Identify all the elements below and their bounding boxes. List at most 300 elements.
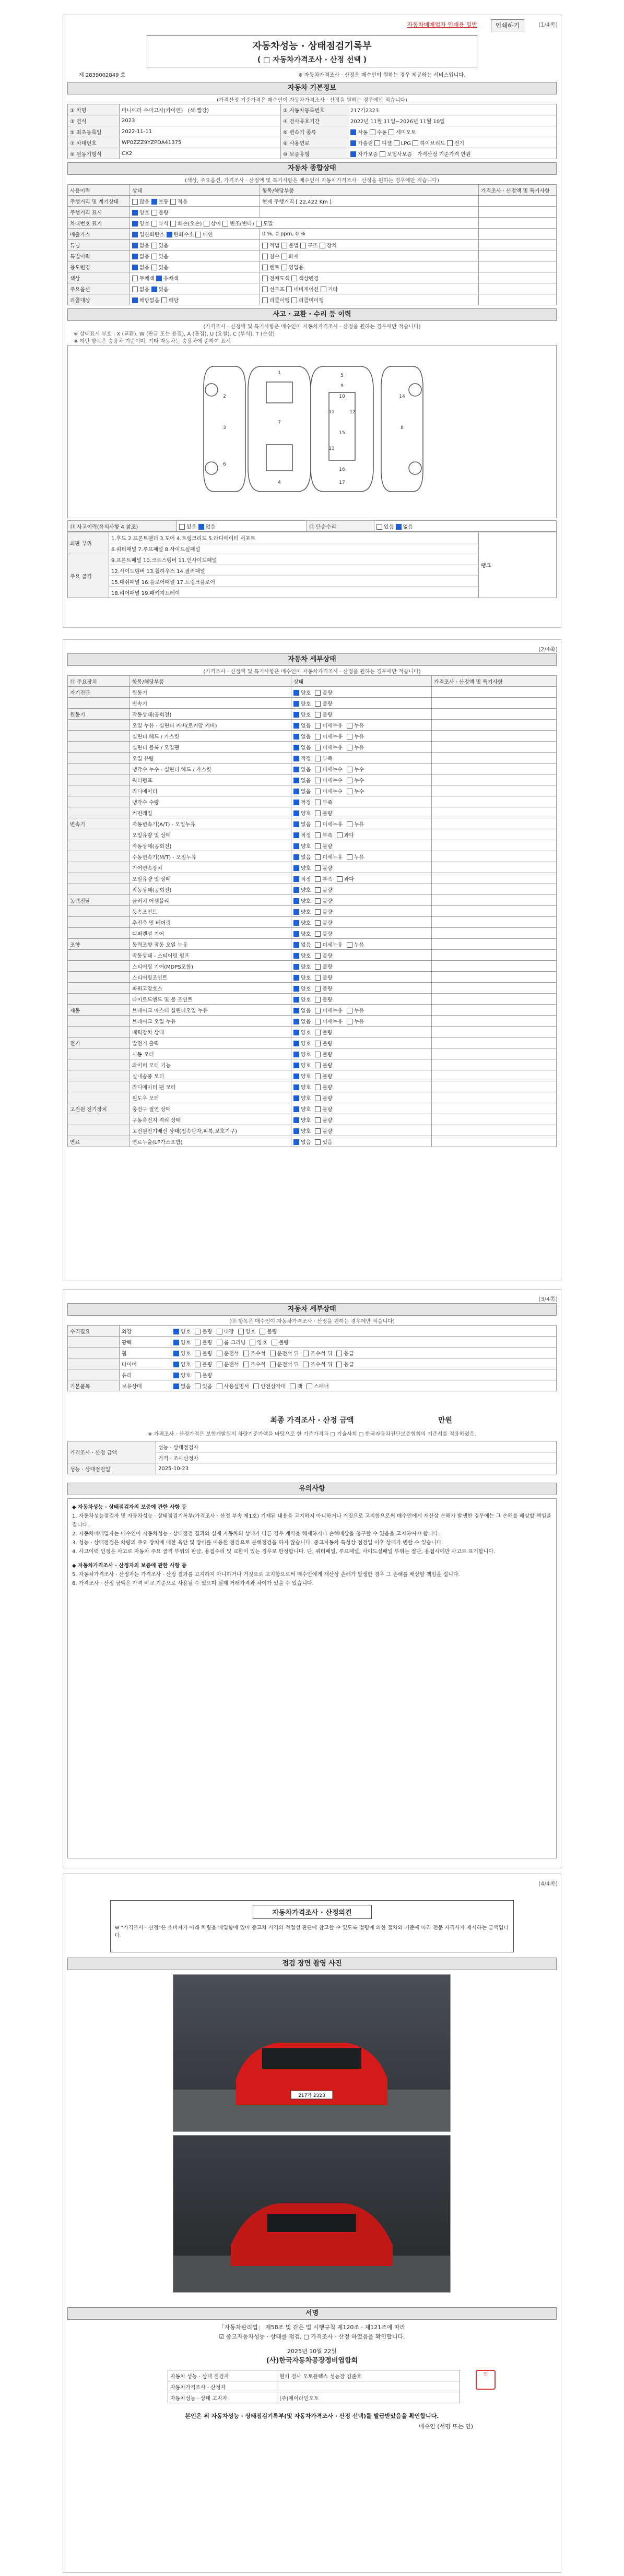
status-checkbox[interactable] [293, 953, 299, 959]
status-checkbox[interactable] [347, 778, 352, 783]
status-checkbox[interactable] [315, 898, 321, 904]
page-2 [63, 639, 561, 1281]
status-checkbox[interactable] [293, 1052, 299, 1057]
status-checkbox[interactable] [315, 756, 321, 761]
status-checkbox[interactable] [217, 1329, 222, 1334]
table-row: 시동 모터 양호 불량 [68, 1048, 557, 1059]
buyer-confirm: 본인은 위 자동차성능 · 상태점검기록부(및 자동차가격조사 · 산정 선택)를 발급받았음을 확인합니다. [185, 2413, 439, 2419]
status-checkbox[interactable] [195, 1351, 201, 1356]
status-checkbox[interactable] [337, 876, 343, 882]
status-checkbox[interactable] [347, 745, 352, 750]
status-checkbox[interactable] [293, 1041, 299, 1046]
status-checkbox[interactable] [173, 1373, 179, 1378]
table-row: 주행거리 표시 양호 불량 [68, 207, 557, 218]
status-checkbox[interactable] [315, 1063, 321, 1068]
status-checkbox[interactable] [315, 767, 321, 772]
table-row: 배출가스 일산화탄소 탄화수소 매연 0 %, 0 ppm, 0 % [68, 229, 557, 240]
status-checkbox[interactable] [315, 997, 321, 1003]
status-checkbox[interactable] [217, 1340, 222, 1345]
status-checkbox[interactable] [315, 712, 321, 718]
status-checkbox[interactable] [315, 832, 321, 838]
status-checkbox[interactable] [293, 887, 299, 893]
notice-body: ◆ 자동차성능 · 상태점검자의 보증에 관한 사항 등 1. 자동차성능점검자 및 자동차성능 · 상태점검기록부(가격조사 · 산정 부속 제1호) 기재된 내용을 고지하지 아니하거나 거짓으로 고지함으로써 매수인에게 재산상 손해가 발생한 경우에는 그 손해를 배상할 책임을 집니다. 2. 자동차매매업자는 매수인이 자동차성능 · 상태점검 결과와 실제 자동차의 상태가 다른 경우 계약을 해제하거나 손해배상을 청구할 수 있음을 고지하여야 합니다. 3. 성능 · 상태점검은 차량의 주요 장치에 대한 육안 및 장비를 이용한 점검으로 분해점검을 하지 않습니다. 중고자동차 특성상 점검일 이후 상태가 변할 수 있습니다. 4. 사고이력 인정은 사고로 자동차 주요 골격 부위의 판금, 용접수리 및 교환이 있는 경우로 한정합니다. 단, 쿼터패널, 루프패널, 사이드실패널 부위는 절단, 용접시에만 사고로 표기합니다. ◆ 자동차가격조사 · 산정자의 보증에 관한 사항 등 5. 자동차가격조사 · 산정자는 가격조사 · 산정 결과를 고지하지 아니하거나 거짓으로 고지함으로써 매수인에게 재산상 손해가 발생한 경우 그 손해를 배상할 책임을 집니다. 6. 가격조사 · 산정 금액은 가격 비교 기준으로 사용될 수 있으며 실제 거래가격과 차이가 있을 수 있습니다. [67, 1498, 557, 1858]
table-row: 18.리어패널 19.패키지트레이 [68, 587, 557, 598]
status-checkbox[interactable] [315, 789, 321, 794]
table-row: 작동상태(공회전) 양호 불량 [68, 840, 557, 851]
checkbox-good[interactable] [132, 210, 138, 216]
detail2-table [67, 1325, 557, 1391]
car-part-number: 16 [339, 467, 345, 472]
table-row: 기어변속장치 양호 불량 [68, 862, 557, 873]
car-part-number: 4 [278, 480, 281, 485]
license-plate: 217가 2323 [298, 2093, 325, 2098]
table-row: 워터펌프 없음 미세누수 누수 [68, 774, 557, 785]
inspection-photo-front [173, 1974, 451, 2132]
status-checkbox[interactable] [293, 821, 299, 827]
price-table [67, 1441, 557, 1474]
status-checkbox[interactable] [315, 1019, 321, 1024]
status-checkbox[interactable] [173, 1362, 179, 1367]
checkbox-smoke[interactable] [195, 232, 201, 237]
status-checkbox[interactable] [293, 931, 299, 937]
checkbox-many[interactable] [132, 199, 138, 205]
table-row: 고전원 전기장치 충전구 절연 상태 양호 불량 [68, 1103, 557, 1114]
table-row: 가격조사 · 산정 금액 성능 · 상태점검자 [68, 1441, 557, 1452]
status-checkbox[interactable] [347, 723, 352, 729]
status-checkbox[interactable] [347, 854, 352, 860]
car-part-number: 6 [223, 462, 226, 467]
status-checkbox[interactable] [293, 975, 299, 981]
car-part-number: 7 [278, 420, 281, 425]
checkbox-none[interactable] [132, 287, 138, 292]
official-stamp: 인 [476, 2370, 496, 2390]
section-summary-title: 자동차 종합상태 [67, 162, 557, 175]
table-row: 윈도우 모터 양호 불량 [68, 1092, 557, 1103]
status-checkbox[interactable] [270, 1362, 276, 1367]
table-row: 배력장치 상태 양호 불량 [68, 1027, 557, 1037]
document-number-note: ※ 자동차가격조사 · 산정은 매수인이 원하는 경우 제공하는 서비스입니다. [298, 73, 466, 78]
document-number: 제 2839002849 호 [79, 73, 126, 78]
status-checkbox[interactable] [347, 767, 352, 772]
checkbox-electric[interactable] [447, 140, 453, 146]
status-checkbox[interactable] [315, 986, 321, 992]
checkbox-yes[interactable] [151, 265, 157, 270]
status-checkbox[interactable] [303, 1362, 309, 1367]
status-checkbox[interactable] [173, 1329, 179, 1334]
status-checkbox[interactable] [347, 1019, 352, 1024]
car-diagram-panel [67, 345, 557, 518]
document-number-row [63, 69, 561, 79]
status-checkbox[interactable] [293, 843, 299, 849]
table-header-row: 사용이력 상태 항목/해당부품 가격조사 · 산정액 및 특기사항 [68, 185, 557, 196]
checkbox-accident-yes[interactable] [179, 524, 185, 530]
status-checkbox[interactable] [293, 1084, 299, 1090]
section-summary-note: (색상, 주요옵션, 가격조사 · 산정액 및 특기사항은 매수인이 자동차가격조사 · 산정을 원하는 경우에만 적습니다) [185, 178, 439, 184]
status-checkbox[interactable] [293, 854, 299, 860]
status-checkbox[interactable] [195, 1362, 201, 1367]
status-checkbox[interactable] [347, 821, 352, 827]
table-row: 6.쿼터패널 7.루프패널 8.사이드실패널 [68, 543, 557, 554]
table-row: 조향 동력조향 작동 오일 누유 없음 미세누유 누유 [68, 939, 557, 950]
status-checkbox[interactable] [347, 942, 352, 948]
status-checkbox[interactable] [293, 1074, 299, 1079]
status-checkbox[interactable] [293, 810, 299, 816]
checkbox-chromatic[interactable] [156, 276, 162, 281]
page-number: (2/4쪽) [538, 646, 558, 653]
checkbox-option[interactable] [321, 287, 326, 292]
status-checkbox[interactable] [217, 1384, 222, 1389]
status-checkbox[interactable] [315, 964, 321, 970]
table-row: 타이어 양호 불량 운전석 조수석 운전석 뒤 조수석 뒤 응급 [68, 1358, 557, 1369]
table-row: 용도변경 없음 있음 렌트 영업용 [68, 261, 557, 272]
section-accident-note: (가격조사 · 산정액 및 특기사항은 매수인이 자동차가격조사 · 산정을 원하는 경우에만 적습니다) [203, 324, 421, 330]
car-part-number: 2 [223, 394, 226, 399]
status-checkbox[interactable] [217, 1351, 222, 1356]
table-row: 제동 브레이크 마스터 실린더오일 누유 없음 미세누유 누유 [68, 1005, 557, 1016]
page-number: (4/4쪽) [538, 1880, 558, 1887]
section-accident-title: 사고 · 교환 · 수리 등 이력 [67, 308, 557, 321]
opinion-box: 자동차가격조사 · 산정의견 ※ "가격조사 · 산정"은 소비자가 아래 차량을 매입함에 있어 중고차 가격의 적절성 판단에 참고할 수 있도록 법령에 의한 절차와 기준에 따라 전문 자격사가 제시하는 금액입니다. [110, 1900, 514, 1952]
status-checkbox[interactable] [315, 1030, 321, 1035]
status-checkbox[interactable] [315, 942, 321, 948]
price-title: 최종 가격조사 · 산정 금액 만원 [270, 1416, 452, 1425]
status-checkbox[interactable] [217, 1362, 222, 1367]
status-checkbox[interactable] [293, 909, 299, 915]
table-row: 변속기 자동변속기(A/T) - 오일누유 없음 미세누유 누유 [68, 818, 557, 829]
status-checkbox[interactable] [270, 1351, 276, 1356]
status-checkbox[interactable] [195, 1340, 201, 1345]
status-checkbox[interactable] [293, 1008, 299, 1013]
table-row: 수동변속기(M/T) - 오일누유 없음 미세누유 누유 [68, 851, 557, 862]
status-checkbox[interactable] [293, 778, 299, 783]
car-part-number: 14 [399, 394, 405, 399]
table-row: 가격 · 조사산정자 [68, 1452, 557, 1463]
status-checkbox[interactable] [347, 789, 352, 794]
checkbox-gasoline[interactable] [350, 140, 356, 146]
status-checkbox[interactable] [293, 997, 299, 1003]
status-checkbox[interactable] [315, 701, 321, 707]
status-checkbox[interactable] [293, 1063, 299, 1068]
table-row: 색상 무채색 유채색 전체도색 색상변경 [68, 272, 557, 283]
status-checkbox[interactable] [293, 800, 299, 805]
table-row: 12.사이드멤버 13.휠하우스 14.필러패널 [68, 565, 557, 576]
checkbox-self-warranty[interactable] [350, 151, 356, 157]
status-checkbox[interactable] [315, 909, 321, 915]
document-title: 자동차성능 · 상태점검기록부 [252, 41, 372, 52]
status-checkbox[interactable] [315, 1041, 321, 1046]
table-row: 냉각수 누수 - 실린더 헤드 / 가스킷 없음 미세누수 누수 [68, 764, 557, 774]
status-checkbox[interactable] [250, 1340, 255, 1345]
status-checkbox[interactable] [307, 1384, 312, 1389]
table-row: 특별이력 없음 있음 침수 화재 [68, 251, 557, 261]
table-row: ⑨ 원동기형식 CX2 ⑩ 보증유형 자가보증 보험사보증 가격산정 기준가격 만원 [68, 148, 557, 159]
checkbox-achromatic[interactable] [132, 276, 138, 281]
status-checkbox[interactable] [315, 876, 321, 882]
checkbox-option[interactable] [291, 297, 297, 303]
status-checkbox[interactable] [315, 1052, 321, 1057]
checkbox-option[interactable] [262, 287, 268, 292]
car-part-number: 5 [340, 373, 344, 378]
car-part-number: 12 [349, 410, 356, 415]
status-checkbox[interactable] [243, 1351, 249, 1356]
table-row: 파워고압호스 양호 불량 [68, 983, 557, 994]
car-diagram [68, 345, 557, 518]
car-top-view [248, 366, 311, 492]
status-checkbox[interactable] [195, 1329, 201, 1334]
checkbox-option[interactable] [262, 297, 268, 303]
checkbox-option[interactable] [262, 243, 268, 248]
status-checkbox[interactable] [337, 832, 343, 838]
status-checkbox[interactable] [336, 1351, 342, 1356]
section-basic-info-note: (가격산정 기준가격은 매수인이 자동차가격조사 · 산정을 원하는 경우에만 적습니다) [217, 98, 407, 103]
status-checkbox[interactable] [293, 876, 299, 882]
checkbox-option[interactable] [151, 221, 157, 226]
status-checkbox[interactable] [315, 690, 321, 696]
table-row: 오일유량 및 상태 적정 부족 과다 [68, 873, 557, 884]
status-checkbox[interactable] [315, 1117, 321, 1123]
status-checkbox[interactable] [315, 734, 321, 740]
table-row: 자동차가격조사 · 산정자 [168, 2381, 460, 2392]
checkbox-yes[interactable] [151, 254, 157, 259]
document-subtitle: ( □ 자동차가격조사 · 산정 선택 ) [257, 56, 367, 64]
status-checkbox[interactable] [315, 821, 321, 827]
checkbox-accident-no[interactable] [198, 524, 204, 530]
checkbox-hybrid[interactable] [413, 140, 418, 146]
checkbox-simple-yes[interactable] [376, 524, 382, 530]
checkbox-option[interactable] [291, 276, 297, 281]
table-row: ① 차명 마니에라 수마고자(카이엔) (색:빨강) ② 자동차등록번호 217가2323 [68, 104, 557, 115]
table-row: ⑦ 차대번호 WP0ZZZ9YZPDA41375 ⑧ 사용연료 가솔린 디젤 LPG 하이브리드 전기 [68, 137, 557, 148]
status-checkbox[interactable] [315, 810, 321, 816]
status-checkbox[interactable] [173, 1340, 179, 1345]
status-checkbox[interactable] [315, 975, 321, 981]
status-checkbox[interactable] [293, 734, 299, 740]
checkbox-option[interactable] [281, 265, 287, 270]
checkbox-option[interactable] [222, 221, 228, 226]
checkbox-option[interactable] [262, 276, 268, 281]
table-row: 자동차성능 · 상태 고지자 (주)에어라인오토 [168, 2392, 460, 2403]
table-row: 추진축 및 베어링 양호 불량 [68, 917, 557, 928]
car-part-number: 13 [328, 446, 335, 451]
status-checkbox[interactable] [315, 953, 321, 959]
status-checkbox[interactable] [293, 701, 299, 707]
status-checkbox[interactable] [315, 931, 321, 937]
status-checkbox[interactable] [260, 1329, 265, 1334]
car-part-number: 10 [339, 394, 345, 399]
checkbox-option[interactable] [281, 254, 287, 259]
checkbox-option[interactable] [320, 243, 325, 248]
status-checkbox[interactable] [315, 1074, 321, 1079]
status-checkbox[interactable] [293, 1139, 299, 1145]
print-mode-link[interactable]: 자동차매매업자 인쇄용 일반 [407, 21, 477, 28]
checkbox-manual[interactable] [370, 129, 375, 135]
basic-info-table [67, 104, 557, 159]
checkbox-insurance-warranty[interactable] [380, 151, 385, 157]
checkbox-none[interactable] [132, 254, 138, 259]
checkbox-option[interactable] [286, 287, 292, 292]
table-row: 전기 발전기 출력 양호 불량 [68, 1037, 557, 1048]
sign-block: 「자동차관리법」 제58조 및 같은 법 시행규칙 제120조 · 제121조에 따라 ☑ 중고자동차성능 · 상태를 점검, □ 가격조사 · 산정 하였음을 확인합니다. 2025년 10월 22일 (사)한국자동차공장정비엽합회 [218, 2324, 406, 2365]
checkbox-simple-no[interactable] [396, 524, 402, 530]
status-checkbox[interactable] [315, 800, 321, 805]
table-row: 광택 양호 불량 룸 크리닝 양호 불량 [68, 1337, 557, 1347]
status-checkbox[interactable] [238, 1329, 244, 1334]
status-checkbox[interactable] [315, 865, 321, 871]
status-checkbox[interactable] [293, 1030, 299, 1035]
status-checkbox[interactable] [253, 1384, 259, 1389]
checkbox-semi[interactable] [388, 129, 394, 135]
status-checkbox[interactable] [243, 1362, 249, 1367]
status-checkbox[interactable] [293, 745, 299, 750]
checkbox-none[interactable] [132, 265, 138, 270]
table-row: 자동차 성능 · 상태 점검자 현키 검사 오토플렉스 성능장 김준호 [168, 2370, 460, 2381]
summary-table [67, 184, 557, 305]
table-row: 커먼레일 양호 불량 [68, 807, 557, 818]
table-row: ③ 연식 2023 ④ 검사유효기간 2022년 11월 11일~2026년 11월 10일 [68, 115, 557, 126]
section-detail-title: 자동차 세부상태 [67, 653, 557, 666]
status-checkbox[interactable] [315, 778, 321, 783]
status-checkbox[interactable] [315, 1106, 321, 1112]
status-checkbox[interactable] [173, 1351, 179, 1356]
page-4 [63, 1874, 561, 2573]
checkbox-auto[interactable] [350, 129, 356, 135]
print-button[interactable]: 인쇄하기 [491, 19, 524, 31]
status-checkbox[interactable] [347, 1008, 352, 1013]
checkbox-yes[interactable] [151, 287, 157, 292]
status-checkbox[interactable] [303, 1351, 309, 1356]
status-checkbox[interactable] [315, 920, 321, 926]
table-row: 실린더 블록 / 오일팬 없음 미세누유 누유 [68, 742, 557, 753]
status-checkbox[interactable] [173, 1384, 179, 1389]
checkbox-co[interactable] [132, 232, 138, 237]
table-row: 타이로드엔드 및 볼 조인트 양호 불량 [68, 994, 557, 1005]
status-checkbox[interactable] [195, 1373, 201, 1378]
status-checkbox[interactable] [293, 865, 299, 871]
status-checkbox[interactable] [293, 767, 299, 772]
status-checkbox[interactable] [293, 1128, 299, 1134]
status-checkbox[interactable] [293, 756, 299, 761]
table-row: 성능 · 상태점검일 2025-10-23 [68, 1463, 557, 1474]
table-row: 주요 골격 9.프론트패널 10.크로스멤버 11.인사이드패널 [68, 554, 557, 565]
status-checkbox[interactable] [315, 1128, 321, 1134]
status-checkbox[interactable] [272, 1340, 277, 1345]
section-detail2-note: (⑭ 항목은 매수인이 자동차가격조사 · 산정을 원하는 경우에만 적습니다) [229, 1319, 395, 1325]
status-checkbox[interactable] [315, 1139, 321, 1145]
parts-table [67, 532, 557, 598]
status-checkbox[interactable] [293, 832, 299, 838]
table-row: 스티어링 기어(MDPS포함) 양호 불량 [68, 961, 557, 972]
status-checkbox[interactable] [315, 1095, 321, 1101]
checkbox-few[interactable] [170, 199, 176, 205]
checkbox-not-applicable[interactable] [132, 297, 138, 303]
section-basic-info-title: 자동차 기본정보 [67, 82, 557, 94]
page-number: (3/4쪽) [538, 1296, 558, 1303]
checkbox-normal[interactable] [151, 199, 157, 205]
checkbox-hc[interactable] [167, 232, 172, 237]
table-row: ⑤ 최초등록일 2022-11-11 ⑥ 변속기 종류 자동 수동 세미오토 [68, 126, 557, 137]
status-checkbox[interactable] [336, 1362, 342, 1367]
checkbox-diesel[interactable] [374, 140, 380, 146]
status-checkbox[interactable] [315, 1084, 321, 1090]
status-checkbox[interactable] [315, 723, 321, 729]
page-number: (1/4쪽) [538, 21, 558, 28]
checkbox-option[interactable] [262, 254, 268, 259]
section-detail2-title: 자동차 세부상태 [67, 1303, 557, 1316]
status-checkbox[interactable] [315, 854, 321, 860]
checkbox-option[interactable] [262, 265, 268, 270]
document-title-box [147, 35, 477, 67]
car-part-number: 11 [328, 410, 335, 415]
page-3 [63, 1289, 561, 1868]
status-checkbox[interactable] [293, 789, 299, 794]
table-row: 튜닝 없음 있음 적법 불법 구조 장치 [68, 240, 557, 251]
section-notice-title: 유의사항 [67, 1483, 557, 1495]
page-1 [63, 15, 561, 628]
table-header-row: ⑬ 주요장치 항목/해당부품 상태 가격조사 · 산정액 및 특기사항 [68, 676, 557, 687]
checkbox-option[interactable] [300, 243, 306, 248]
status-checkbox[interactable] [195, 1384, 201, 1389]
car-part-number: 8 [401, 425, 404, 431]
inspection-photo-rear [173, 2135, 451, 2293]
status-checkbox[interactable] [293, 1117, 299, 1123]
checkbox-good[interactable] [132, 221, 138, 226]
status-checkbox[interactable] [293, 1095, 299, 1101]
signature-table [168, 2370, 460, 2403]
table-row: 주요옵션 없음 있음 선루프 네비게이션 기타 [68, 283, 557, 294]
status-checkbox[interactable] [315, 1008, 321, 1013]
status-checkbox[interactable] [293, 712, 299, 718]
checkbox-none[interactable] [132, 243, 138, 248]
checkbox-bad[interactable] [151, 210, 157, 216]
table-row: 라디에이터 없음 미세누수 누수 [68, 785, 557, 796]
car-part-number: 15 [339, 431, 345, 436]
status-checkbox[interactable] [293, 1106, 299, 1112]
table-row: 수리필요 외장 양호 불량 내장 양호 불량 [68, 1326, 557, 1337]
checkbox-yes[interactable] [151, 243, 157, 248]
checkbox-option[interactable] [204, 221, 209, 226]
table-row: 연료 연료누출(LP가스포함) 없음 있음 [68, 1136, 557, 1147]
status-checkbox[interactable] [293, 898, 299, 904]
status-checkbox[interactable] [293, 723, 299, 729]
status-checkbox[interactable] [315, 745, 321, 750]
status-checkbox[interactable] [293, 986, 299, 992]
table-row: 작동상태 - 스티어링 펌프 양호 불량 [68, 950, 557, 961]
status-checkbox[interactable] [293, 964, 299, 970]
checkbox-lpg[interactable] [394, 140, 399, 146]
buyer-signature[interactable]: 매수인 (서명 또는 인) [418, 2423, 473, 2430]
table-row: 디퍼렌셜 기어 양호 불량 [68, 928, 557, 939]
status-checkbox[interactable] [293, 1019, 299, 1024]
checkbox-option[interactable] [281, 243, 287, 248]
status-checkbox[interactable] [293, 690, 299, 696]
status-checkbox[interactable] [347, 734, 352, 740]
table-row: 주행거리 및 계기상태 많음 보통 적음 현재 주행거리 [ 22,422 Km ] [68, 196, 557, 207]
table-row: 원동기 작동상태(공회전) 양호 불량 [68, 709, 557, 720]
table-row: 차대번호 표기 양호 부식 훼손(오손) 상이 변조(변타) 도말 [68, 218, 557, 229]
car-part-number: 1 [278, 371, 281, 376]
status-checkbox[interactable] [315, 887, 321, 893]
table-row: 실린더 헤드 / 가스킷 없음 미세누유 누유 [68, 731, 557, 742]
status-checkbox[interactable] [293, 920, 299, 926]
checkbox-option[interactable] [256, 221, 262, 226]
checkbox-option[interactable] [170, 221, 176, 226]
car-part-number: 9 [340, 384, 344, 389]
status-checkbox[interactable] [293, 942, 299, 948]
table-row: 구동축전지 격리 상태 양호 불량 [68, 1114, 557, 1125]
checkbox-applicable[interactable] [161, 297, 167, 303]
status-checkbox[interactable] [290, 1384, 296, 1389]
status-checkbox[interactable] [315, 843, 321, 849]
